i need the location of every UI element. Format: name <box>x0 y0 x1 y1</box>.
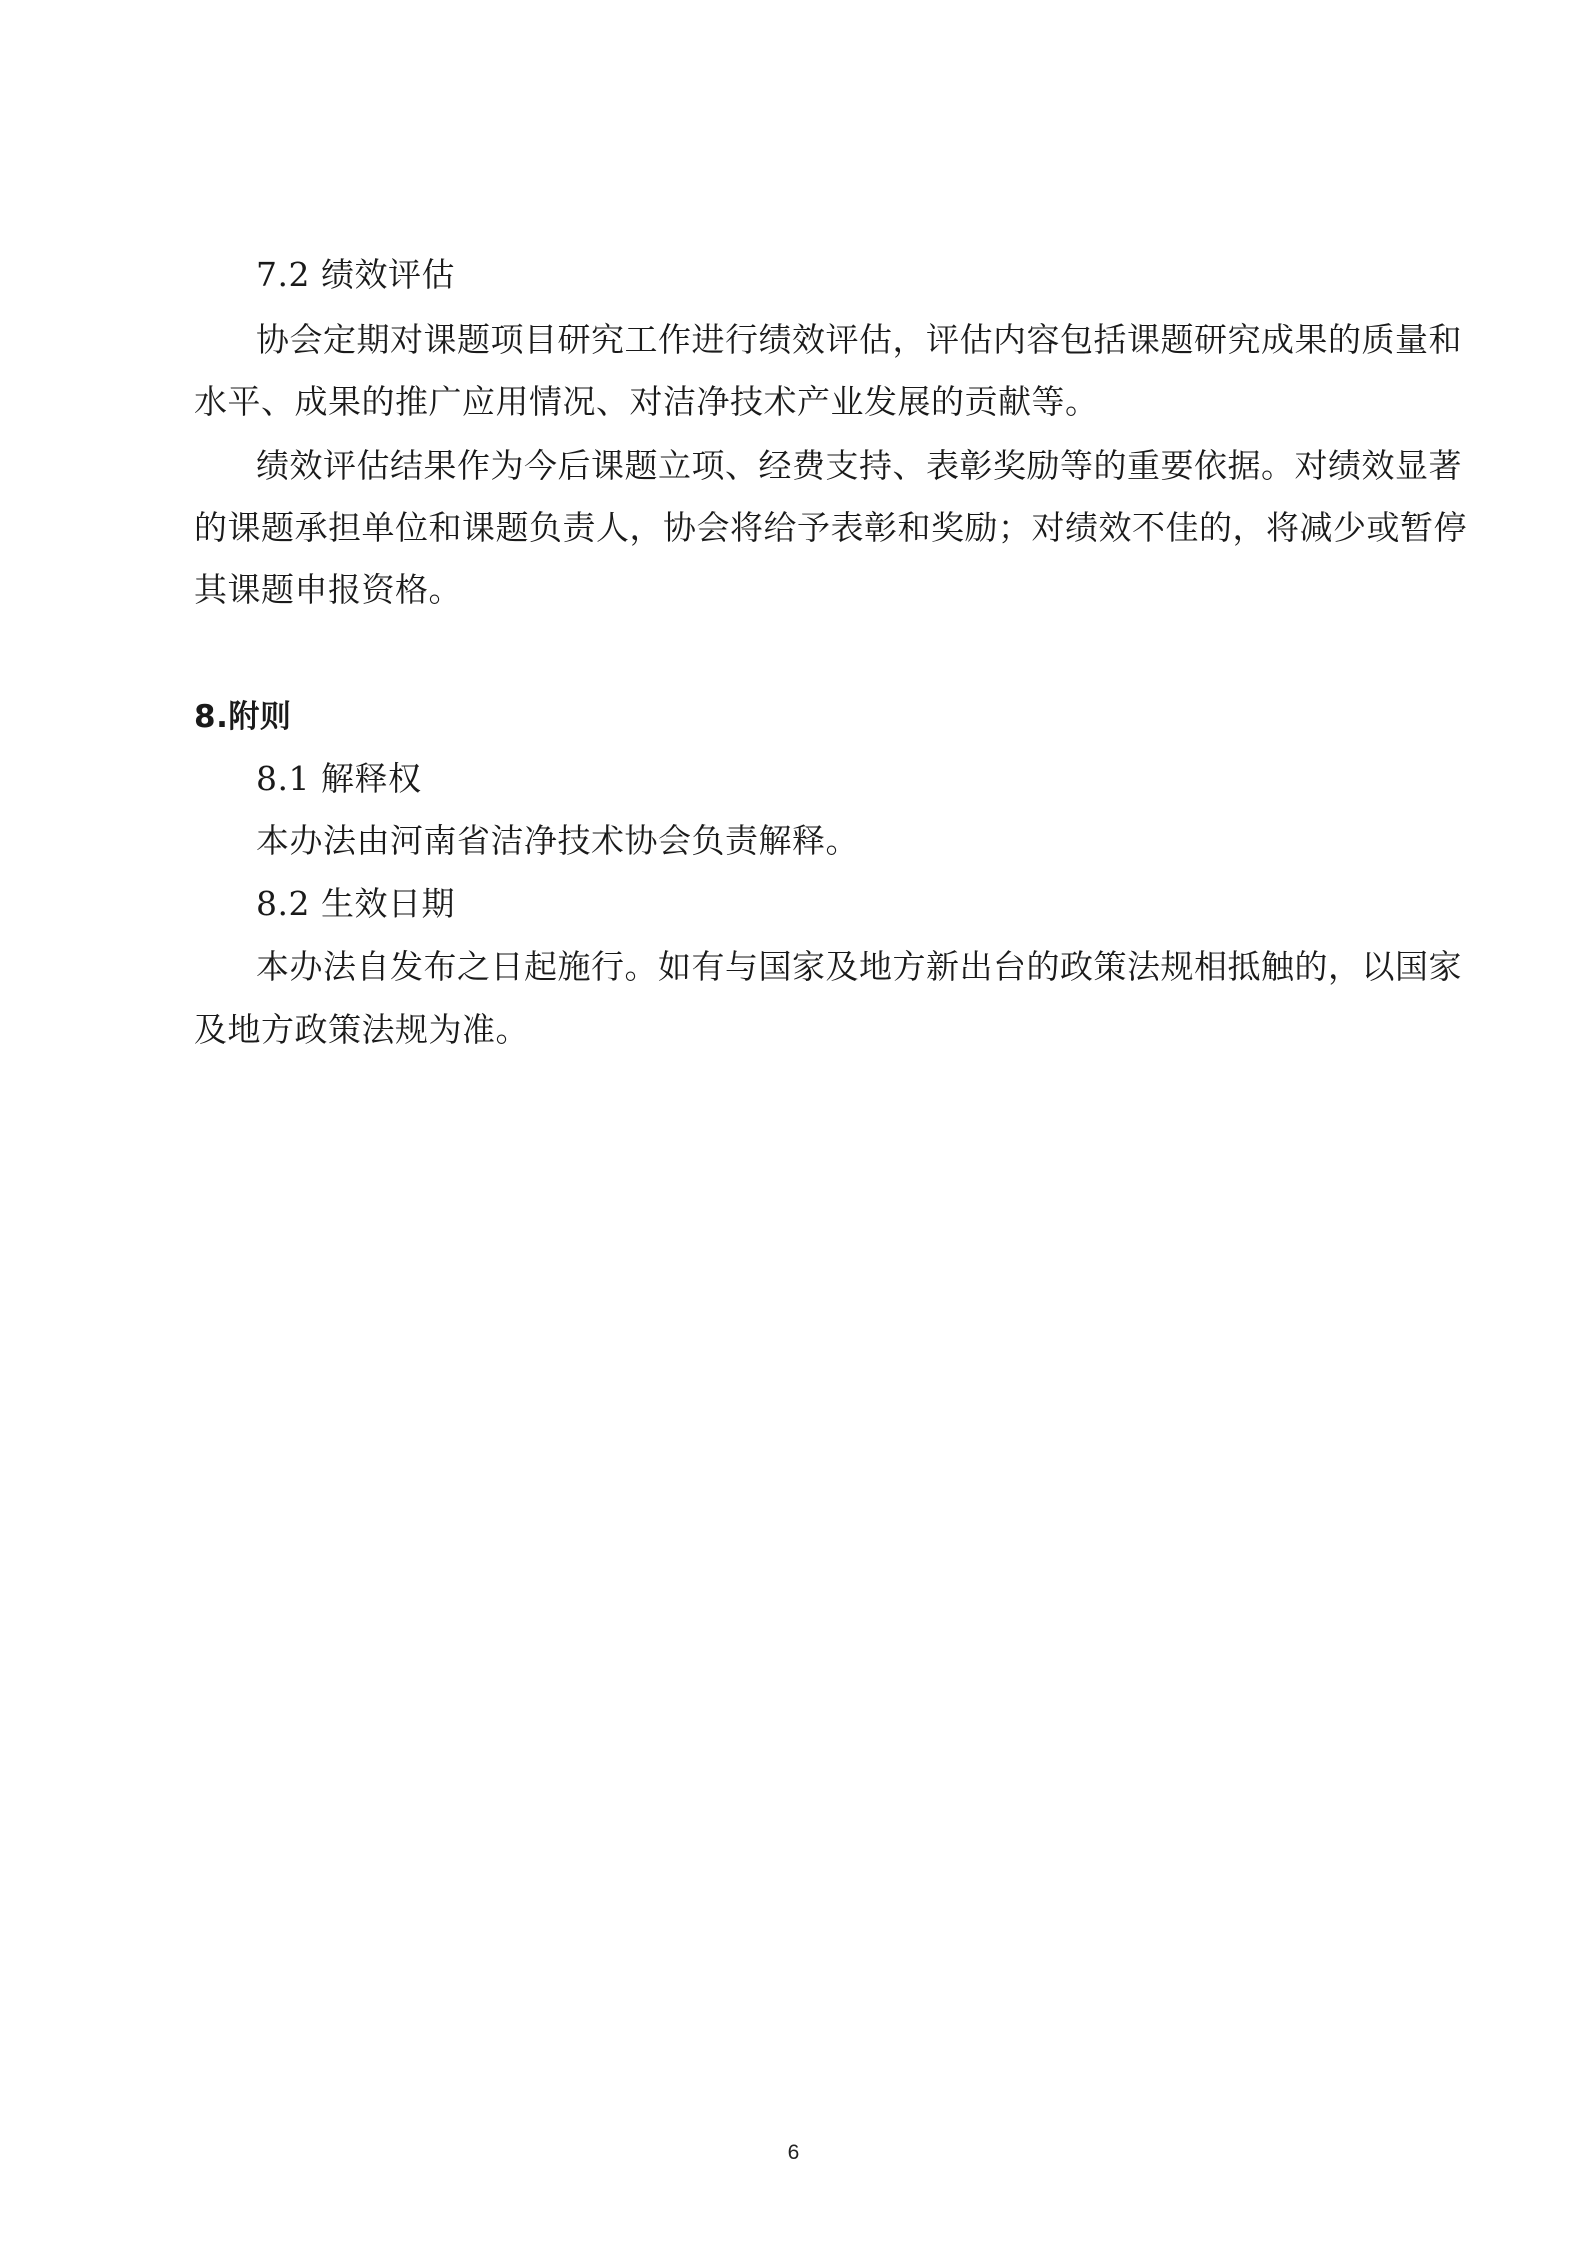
paragraph-line: 及地方政策法规为准。 <box>194 1010 529 1049</box>
section-8-2-heading: 8.2 生效日期 <box>256 884 455 923</box>
section-7-2-heading: 7.2 绩效评估 <box>256 255 455 294</box>
section-8-heading: 8.附则 <box>194 699 292 735</box>
paragraph-line: 水平、成果的推广应用情况、对洁净技术产业发展的贡献等。 <box>194 382 1099 421</box>
paragraph-line: 的课题承担单位和课题负责人，协会将给予表彰和奖励；对绩效不佳的，将减少或暂停 <box>194 508 1467 547</box>
page-number: 6 <box>787 2141 800 2164</box>
paragraph-line: 绩效评估结果作为今后课题立项、经费支持、表彰奖励等的重要依据。对绩效显著 <box>256 446 1462 485</box>
section-8-1-heading: 8.1 解释权 <box>256 759 422 798</box>
paragraph-line: 其课题申报资格。 <box>194 570 462 609</box>
paragraph-line: 协会定期对课题项目研究工作进行绩效评估，评估内容包括课题研究成果的质量和 <box>256 320 1462 359</box>
paragraph-line: 本办法由河南省洁净技术协会负责解释。 <box>256 821 859 860</box>
paragraph-line: 本办法自发布之日起施行。如有与国家及地方新出台的政策法规相抵触的，以国家 <box>256 947 1462 986</box>
